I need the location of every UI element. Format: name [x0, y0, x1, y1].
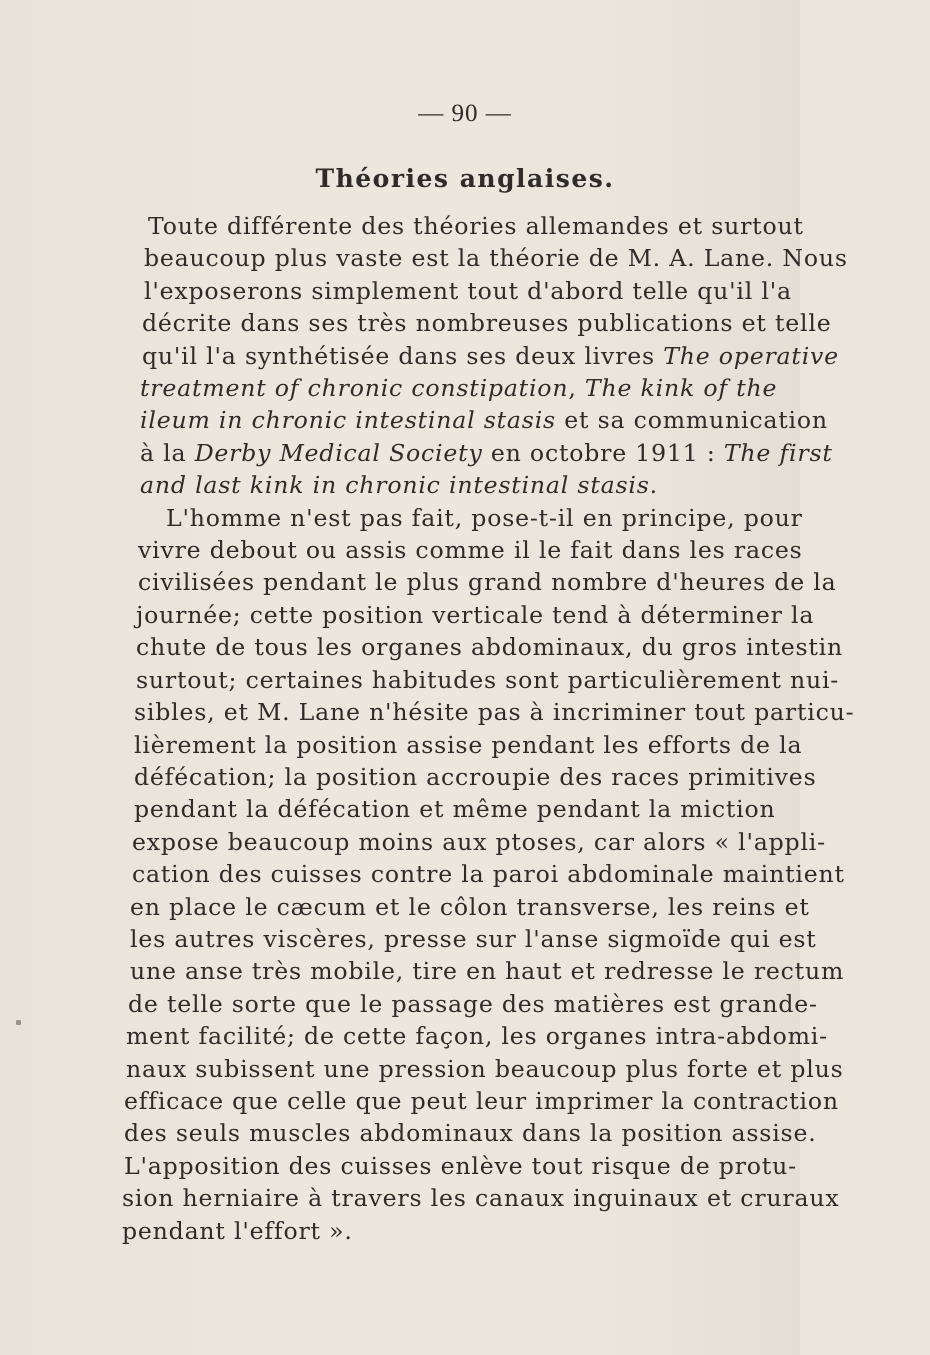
text-line [120, 566, 837, 598]
text-line [120, 502, 803, 534]
text-line [120, 242, 848, 274]
text-segment: et sa communication [555, 406, 828, 435]
text-segment: en octobre 1911 : [482, 438, 724, 467]
italic-text-segment: and last kink in chronic intestinal stasis [140, 471, 650, 500]
text-line [120, 1182, 840, 1214]
italic-text-segment: The first [723, 438, 833, 467]
ink-speck [16, 1020, 21, 1025]
text-line [120, 210, 804, 242]
text-line [120, 923, 817, 955]
text-line [120, 1117, 817, 1149]
text-line [120, 988, 818, 1020]
italic-text-segment: treatment of chronic constipation [140, 374, 569, 403]
text-line [120, 826, 826, 858]
text-segment: l'exposerons simplement tout d'abord telle qu'il l'a [144, 276, 792, 305]
text-line [120, 1215, 768, 1247]
text-segment: chute de tous les organes abdominaux, du gros intestin [136, 633, 844, 662]
text-segment: vivre debout ou assis comme il le fait dans les races [138, 536, 803, 565]
text-segment: Toute différente des théories allemandes et surtout [148, 212, 804, 240]
body-text [120, 210, 855, 1247]
text-segment: de telle sorte que le passage des matières est grande- [128, 989, 818, 1018]
italic-text-segment: Derby Medical Society [194, 438, 483, 467]
text-line [120, 1085, 839, 1117]
text-segment: qu'il l'a synthétisée dans ses deux livres [142, 341, 664, 370]
text-segment: . [649, 471, 658, 500]
text-segment: décrite dans ses très nombreuses publications et telle [142, 309, 832, 338]
text-segment: lièrement la position assise pendant les efforts de la [134, 730, 803, 759]
text-line [120, 372, 778, 404]
text-line [120, 534, 803, 566]
text-line [120, 696, 855, 728]
text-segment: naux subissent une pression beaucoup plus forte et plus [126, 1054, 844, 1083]
text-line [120, 1150, 797, 1182]
text-line [120, 761, 817, 793]
text-segment: journée; cette position verticale tend à déterminer la [136, 600, 815, 629]
text-segment: L'apposition des cuisses enlève tout risque de protu- [124, 1151, 797, 1180]
section-title: Théories anglaises. [315, 164, 615, 193]
text-line [120, 1053, 844, 1085]
italic-text-segment: The operative [663, 341, 839, 370]
text-segment: les autres viscères, presse sur l'anse sigmoïde qui est [130, 924, 817, 953]
text-segment: expose beaucoup moins aux ptoses, car alors « l'appli- [132, 827, 826, 856]
text-line [120, 955, 845, 987]
text-line [120, 891, 810, 923]
text-segment: , [568, 374, 585, 403]
text-line [120, 275, 792, 307]
text-segment: des seuls muscles abdominaux dans la position assise. [124, 1119, 817, 1148]
italic-text-segment: The kink of the [584, 374, 778, 403]
text-segment: à la [140, 438, 195, 467]
text-line [120, 664, 840, 696]
page-number: — 90 — [418, 100, 512, 127]
text-segment: L'homme n'est pas fait, pose-t-il en principe, pour [166, 503, 803, 532]
text-segment: efficace que celle que peut leur imprimer la contraction [124, 1086, 839, 1115]
text-segment: beaucoup plus vaste est la théorie de M. A. Lane. Nous [144, 244, 848, 273]
text-segment: ment facilité; de cette façon, les organes intra-abdomi- [126, 1022, 828, 1051]
text-line [120, 404, 828, 436]
text-segment: une anse très mobile, tire en haut et redresse le rectum [130, 957, 845, 986]
text-line [120, 340, 839, 372]
text-segment: sibles, et M. Lane n'hésite pas à incriminer tout particu- [134, 698, 855, 727]
text-line [120, 729, 803, 761]
italic-text-segment: ileum in chronic intestinal stasis [140, 406, 556, 435]
text-line [120, 793, 776, 825]
text-segment: défécation; la position accroupie des races primitives [134, 762, 817, 791]
text-line [120, 1020, 828, 1052]
text-line [120, 858, 845, 890]
text-segment: pendant la défécation et même pendant la miction [134, 795, 776, 824]
text-segment: pendant l'effort ». [122, 1216, 353, 1245]
text-line [120, 631, 844, 663]
text-line [120, 599, 815, 631]
text-segment: cation des cuisses contre la paroi abdominale maintient [132, 860, 845, 889]
text-segment: civilisées pendant le plus grand nombre d'heures de la [138, 568, 837, 597]
text-line [120, 469, 768, 501]
text-segment: sion herniaire à travers les canaux inguinaux et cruraux [122, 1184, 840, 1213]
text-line [120, 307, 832, 339]
text-segment: en place le cæcum et le côlon transverse, les reins et [130, 892, 810, 921]
text-segment: surtout; certaines habitudes sont particulièrement nui- [136, 665, 840, 694]
text-line [120, 437, 833, 469]
